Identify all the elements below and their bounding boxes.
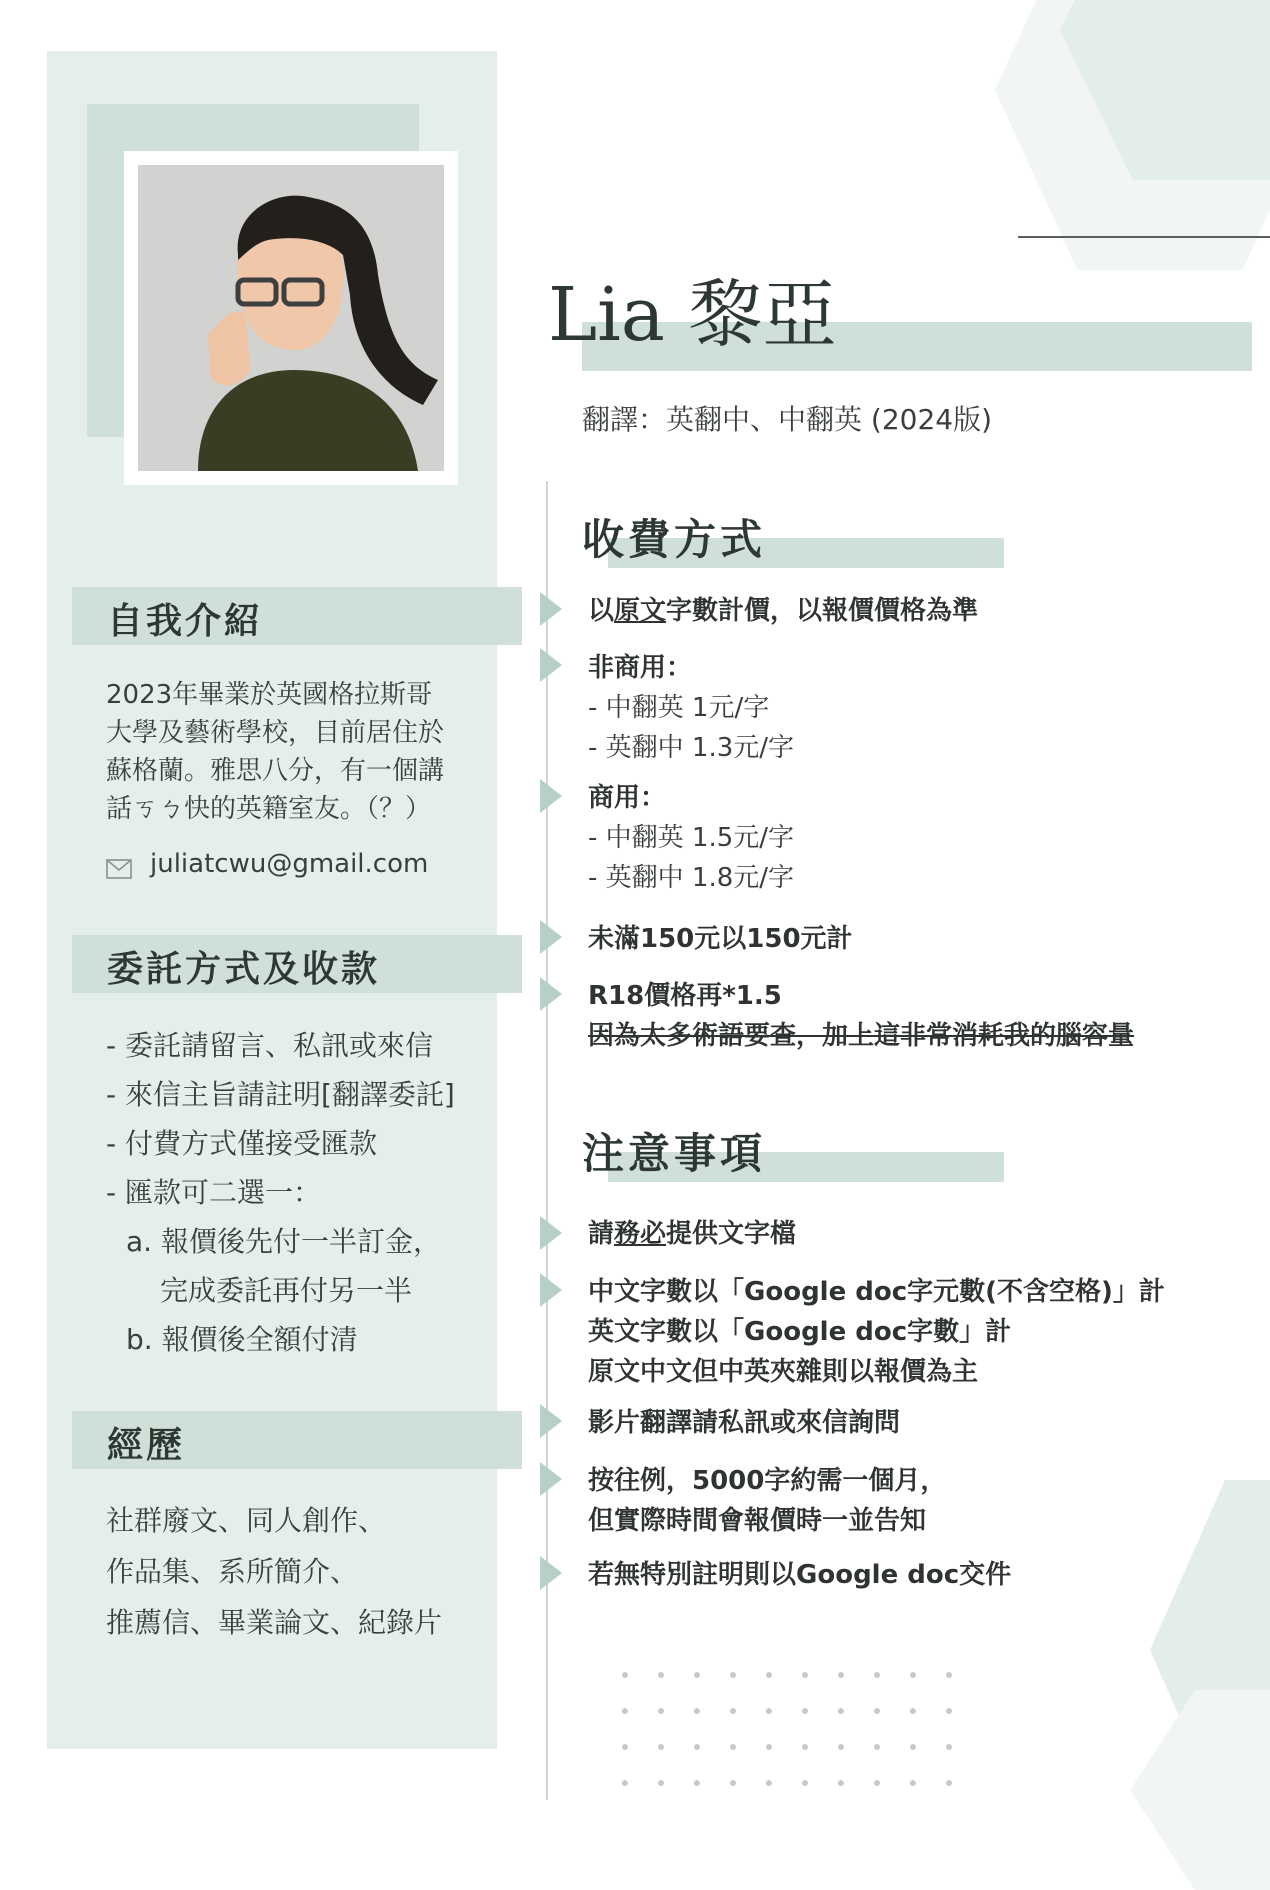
decor-dot: [838, 1708, 844, 1714]
notes-item-video: [588, 1403, 900, 1443]
minimum-text: 未滿150元以150元計: [588, 924, 853, 954]
notes-title: 注意事項: [582, 1129, 767, 1178]
decor-dot: [802, 1744, 808, 1750]
intro-line: 大學及藝術學校，目前居住於: [106, 718, 445, 748]
commission-text: [106, 1021, 455, 1364]
decor-dot: [622, 1672, 628, 1678]
r18-reason: 因為太多術語要查，加上這非常消耗我的腦容量: [588, 1021, 1135, 1051]
wordcount-line: 中文字數以「Google doc字元數(不含空格)」計: [588, 1277, 1165, 1307]
commission-line: b. 報價後全額付清: [126, 1323, 358, 1356]
profile-photo: [138, 165, 444, 471]
experience-line: 社群廢文、同人創作、: [106, 1504, 387, 1537]
commission-line: - 來信主旨請註明[翻譯委託]: [106, 1078, 455, 1111]
decor-dot: [910, 1708, 916, 1714]
decor-dot: [730, 1672, 736, 1678]
decor-dot: [694, 1672, 700, 1678]
bullet-marker: [540, 1216, 562, 1250]
commercial-label: 商用：: [588, 783, 667, 813]
intro-line: 蘇格蘭。雅思八分，有一個講: [106, 756, 445, 786]
fees-basis: [588, 591, 978, 631]
decor-dot: [766, 1780, 772, 1786]
commission-line: - 委託請留言、私訊或來信: [106, 1029, 434, 1062]
bullet-marker: [540, 648, 562, 682]
duration-line: 按往例，5000字約需一個月，: [588, 1466, 947, 1496]
bullet-marker: [540, 1404, 562, 1438]
decor-dot: [658, 1780, 664, 1786]
decor-dot: [802, 1672, 808, 1678]
mail-icon: [106, 858, 132, 884]
decor-hexagon-bottom-light: [1130, 1690, 1270, 1890]
bullet-marker: [540, 977, 562, 1011]
intro-text: [106, 676, 444, 828]
commission-header: [72, 935, 522, 993]
notes-item-delivery: [588, 1555, 1011, 1595]
fees-r18: [588, 976, 1134, 1056]
noncommercial-label: 非商用：: [588, 653, 693, 683]
decor-dot: [874, 1672, 880, 1678]
fees-basis-post: 字數計價，以報價價格為準: [666, 596, 979, 626]
bullet-marker: [540, 592, 562, 626]
bullet-marker: [540, 779, 562, 813]
decor-dot: [838, 1672, 844, 1678]
wordcount-line: 原文中文但中英夾雜則以報價為主: [588, 1357, 979, 1387]
intro-header: [72, 587, 522, 645]
fees-basis-pre: 以: [588, 596, 615, 626]
noncommercial-line: - 中翻英 1元/字: [588, 693, 770, 723]
decor-dot: [694, 1780, 700, 1786]
commission-line: 完成委託再付另一半: [160, 1274, 413, 1307]
notes-file-underline: 務必: [614, 1219, 667, 1249]
intro-line: 話ㄎㄅ快的英籍室友。（？）: [106, 794, 432, 824]
decor-dot: [730, 1708, 736, 1714]
decor-dot: [694, 1708, 700, 1714]
fees-basis-underline: 原文: [614, 596, 667, 626]
decor-dot: [622, 1708, 628, 1714]
commission-line: - 匯款可二選一：: [106, 1176, 322, 1209]
decor-dot: [874, 1744, 880, 1750]
fees-commercial: [588, 778, 794, 898]
decor-dot: [694, 1744, 700, 1750]
intro-line: 2023年畢業於英國格拉斯哥: [106, 680, 433, 710]
decor-dot: [658, 1672, 664, 1678]
notes-file-post: 提供文字檔: [666, 1219, 797, 1249]
decor-dot: [766, 1672, 772, 1678]
experience-title: 經歷: [107, 1424, 186, 1466]
top-divider: [1018, 236, 1270, 238]
decor-dot: [802, 1708, 808, 1714]
decor-dot: [946, 1780, 952, 1786]
experience-line: 推薦信、畢業論文、紀錄片: [106, 1606, 443, 1639]
bullet-marker: [540, 1556, 562, 1590]
decor-dot: [766, 1744, 772, 1750]
commercial-line: - 英翻中 1.8元/字: [588, 863, 795, 893]
decor-dot: [838, 1744, 844, 1750]
noncommercial-line: - 英翻中 1.3元/字: [588, 733, 795, 763]
duration-line: 但實際時間會報價時一並告知: [588, 1506, 927, 1536]
email-link[interactable]: juliatcwu@gmail.com: [150, 849, 429, 879]
notes-item-wordcount: [588, 1272, 1165, 1392]
bullet-marker: [540, 920, 562, 954]
intro-title: 自我介紹: [107, 600, 264, 642]
decor-dot: [766, 1708, 772, 1714]
decor-dot: [802, 1780, 808, 1786]
bullet-marker: [540, 1273, 562, 1307]
notes-item-duration: [588, 1461, 946, 1541]
experience-text: [106, 1495, 442, 1648]
fees-title: 收費方式: [582, 515, 767, 564]
notes-file-pre: 請: [588, 1219, 615, 1249]
fees-minimum: [588, 919, 853, 959]
decor-dot: [910, 1744, 916, 1750]
subtitle: 翻譯：英翻中、中翻英 (2024版): [582, 403, 993, 436]
experience-line: 作品集、系所簡介、: [106, 1555, 359, 1588]
decor-dot: [946, 1744, 952, 1750]
decor-dot: [946, 1708, 952, 1714]
person-name: Lia 黎亞: [548, 272, 837, 358]
delivery-text: 若無特別註明則以Google doc交件: [588, 1560, 1012, 1590]
decor-dot: [730, 1780, 736, 1786]
wordcount-line: 英文字數以「Google doc字數」計: [588, 1317, 1012, 1347]
commercial-line: - 中翻英 1.5元/字: [588, 823, 795, 853]
video-text: 影片翻譯請私訊或來信詢問: [588, 1408, 901, 1438]
decor-dot: [910, 1780, 916, 1786]
experience-header: [72, 1411, 522, 1469]
commission-title: 委託方式及收款: [107, 948, 381, 990]
decor-dot: [730, 1744, 736, 1750]
decor-dot: [874, 1780, 880, 1786]
decor-dot: [910, 1672, 916, 1678]
commission-line: - 付費方式僅接受匯款: [106, 1127, 378, 1160]
decor-dot: [622, 1744, 628, 1750]
decor-dot: [874, 1708, 880, 1714]
decor-dot: [622, 1780, 628, 1786]
decor-dot: [658, 1744, 664, 1750]
commission-line: a. 報價後先付一半訂金，: [126, 1225, 441, 1258]
decor-dot: [838, 1780, 844, 1786]
decor-dot: [946, 1672, 952, 1678]
bullet-marker: [540, 1462, 562, 1496]
fees-noncommercial: [588, 648, 794, 768]
r18-text: R18價格再*1.5: [588, 981, 782, 1011]
notes-item-file: [588, 1214, 796, 1254]
decor-dot: [658, 1708, 664, 1714]
